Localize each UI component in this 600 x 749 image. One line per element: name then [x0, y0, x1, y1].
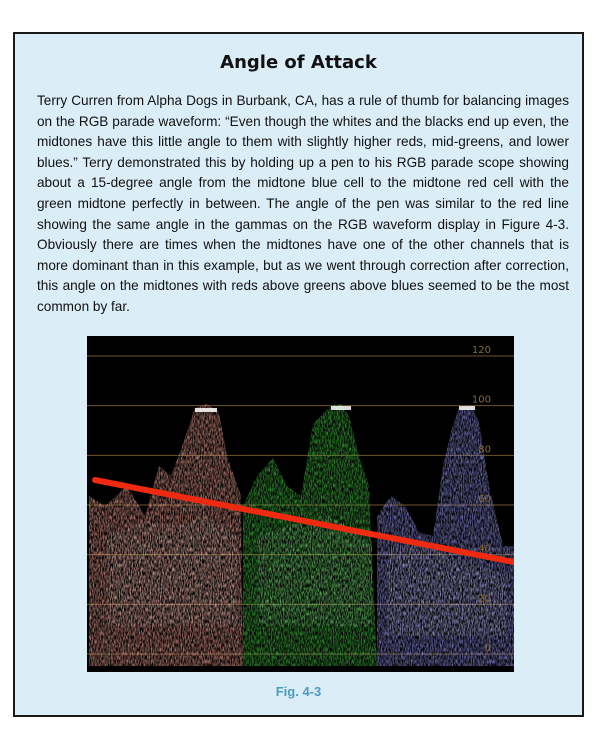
- rgb-parade-waveform-figure: [87, 336, 514, 672]
- waveform-scope-image: [87, 336, 514, 672]
- green-white-clip: [331, 406, 351, 410]
- scope-scale-label: 100: [471, 394, 491, 406]
- scope-scale-label: 40: [478, 543, 491, 555]
- sidebar-box: [13, 32, 584, 717]
- scope-scale-label: 120: [471, 345, 491, 356]
- red-channel-inner-detail: [107, 516, 237, 626]
- scope-scale-label: 80: [478, 444, 491, 456]
- figure-caption: Fig. 4-3: [275, 684, 322, 699]
- scope-scale-label: 0: [484, 643, 491, 654]
- sidebar-paragraph: Terry Curren from Alpha Dogs in Burbank, CA, has a rule of thumb for balancing images on the RGB parade waveform: “Even though the whites and the blacks end up even, the midtones have this little angle to them with slightly higher reds, mid-greens, and lower blues.” Terry demonstrated this by holding up a pen to his RGB parade scope showing about a 15-degree angle from the midtone blue cell to the midtone red cell with the green midtone perfectly in between. The angle of the pen was similar to the red line showing the same angle in the gammas on the RGB waveform display in Figure 4-3. Obviously there are times when the midtones have one of the other channels that is more dominant than in this example, but as we went through correction after correction, this angle on the midtones with reds above greens above blues seemed to be the most common by far.: [37, 93, 569, 314]
- scope-scale-label: 60: [478, 494, 491, 505]
- sidebar-title: Angle of Attack: [220, 52, 377, 73]
- blue-white-clip: [459, 406, 475, 410]
- scope-scale-label: 20: [478, 593, 491, 605]
- red-white-clip: [195, 408, 217, 412]
